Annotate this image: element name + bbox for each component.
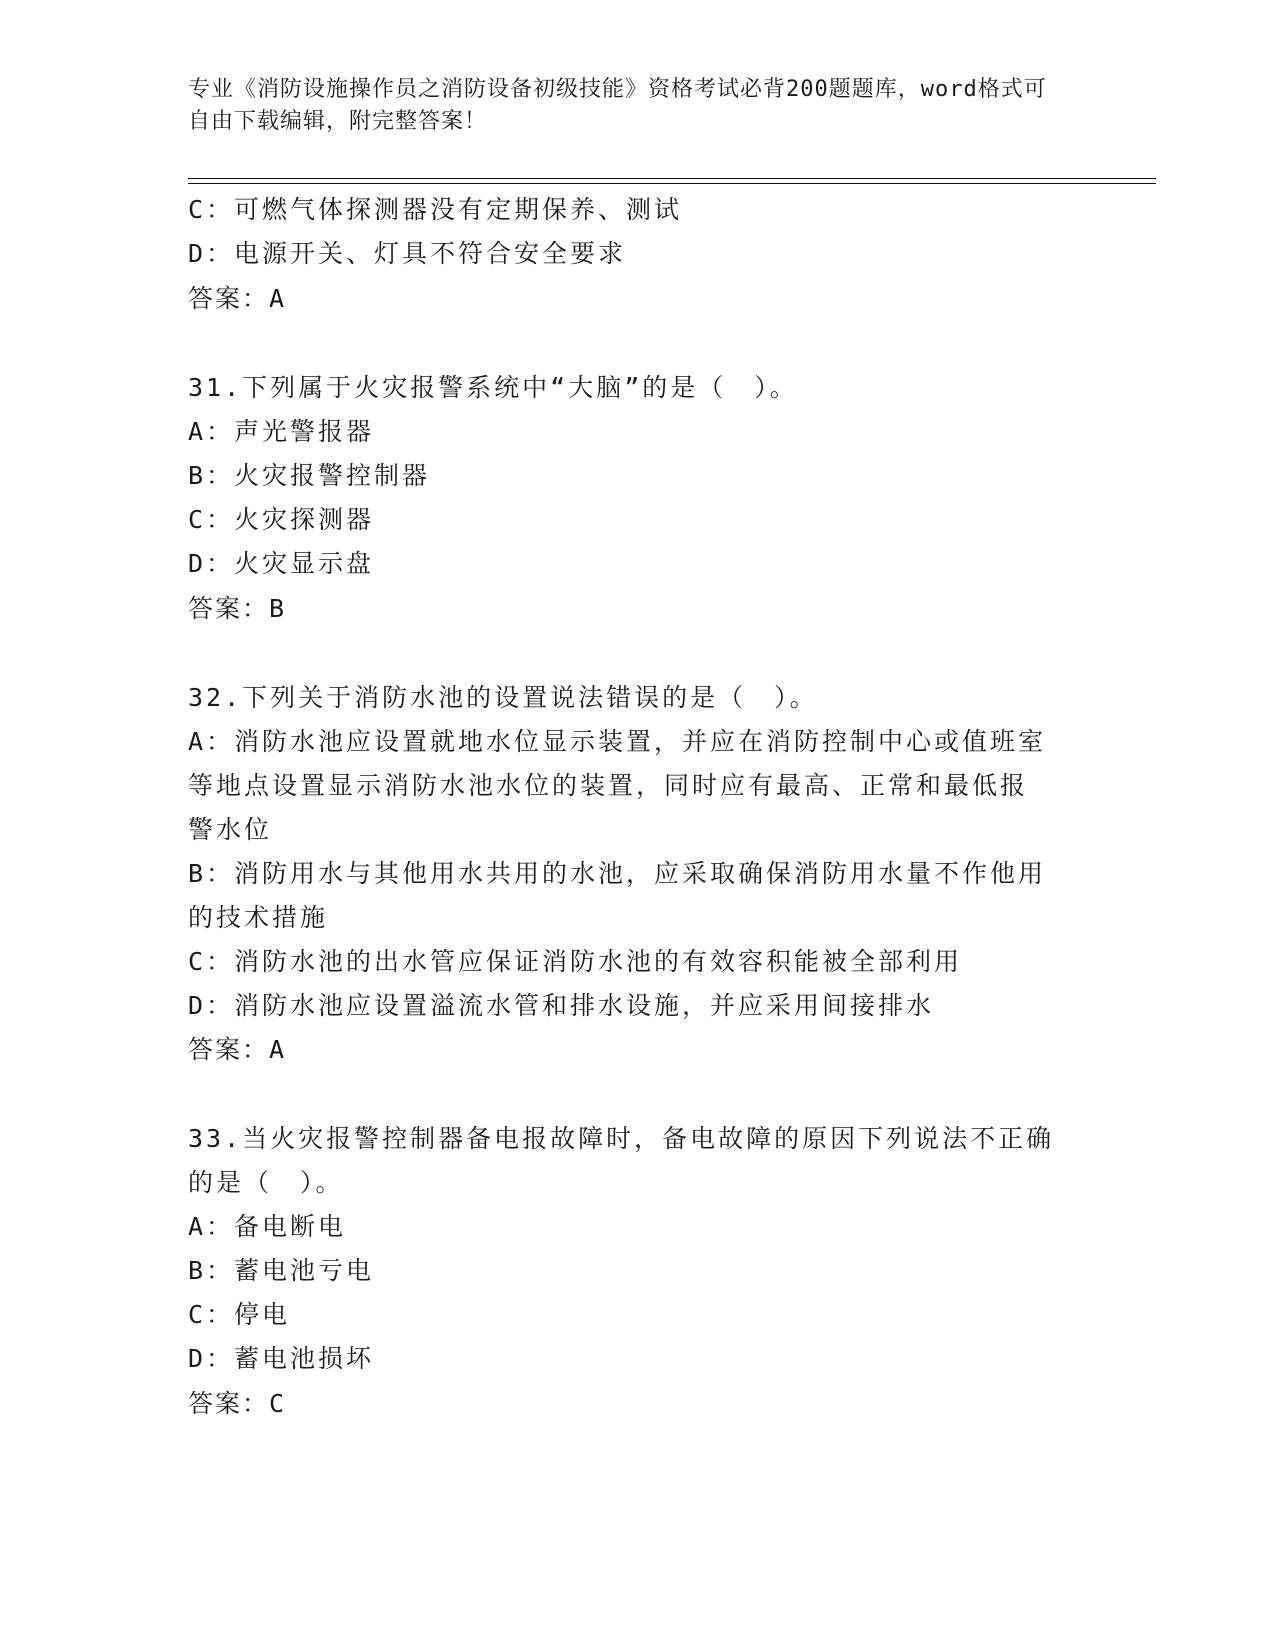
document-header: 专业《消防设施操作员之消防设备初级技能》资格考试必背200题题库，word格式可自由下载编辑，附完整答案！ bbox=[188, 77, 1047, 134]
q31-option-c: C：火灾探测器 bbox=[188, 505, 375, 534]
q32-option-a-line3: 警水位 bbox=[188, 815, 273, 844]
header-divider-bottom bbox=[188, 183, 1156, 184]
q33-option-b: B：蓄电池亏电 bbox=[188, 1256, 375, 1285]
q31-answer bbox=[188, 586, 287, 632]
answer-label: 答案： bbox=[188, 1389, 270, 1418]
q30-answer bbox=[188, 276, 287, 322]
q32-option-d: D：消防水池应设置溢流水管和排水设施，并应采用间接排水 bbox=[188, 991, 935, 1020]
q33-stem-line2: 的是（ ）。 bbox=[188, 1168, 344, 1197]
q33-option-a: A：备电断电 bbox=[188, 1212, 347, 1241]
q30-option-d: D：电源开关、灯具不符合安全要求 bbox=[188, 239, 627, 268]
answer-label: 答案： bbox=[188, 284, 270, 313]
answer-value: C bbox=[269, 1389, 288, 1418]
q32-stem: 32.下列关于消防水池的设置说法错误的是（ ）。 bbox=[188, 683, 818, 712]
q31-stem: 31.下列属于火灾报警系统中“大脑”的是（ ）。 bbox=[188, 373, 798, 402]
answer-label: 答案： bbox=[188, 594, 270, 623]
q32-option-a-line1: A：消防水池应设置就地水位显示装置，并应在消防控制中心或值班室 bbox=[188, 727, 1047, 756]
q31-option-d: D：火灾显示盘 bbox=[188, 549, 375, 578]
q33-stem-line1: 33.当火灾报警控制器备电报故障时，备电故障的原因下列说法不正确 bbox=[188, 1124, 1055, 1153]
q32-option-b-line1: B：消防用水与其他用水共用的水池，应采取确保消防用水量不作他用 bbox=[188, 859, 1047, 888]
q32-answer bbox=[188, 1027, 287, 1073]
answer-label: 答案： bbox=[188, 1035, 270, 1064]
q31-option-a: A：声光警报器 bbox=[188, 417, 375, 446]
q33-option-d: D：蓄电池损坏 bbox=[188, 1344, 375, 1373]
q33-answer bbox=[188, 1381, 287, 1427]
answer-value: A bbox=[269, 284, 288, 313]
q32-option-a-line2: 等地点设置显示消防水池水位的装置，同时应有最高、正常和最低报 bbox=[188, 771, 1029, 800]
header-divider-top bbox=[188, 178, 1156, 179]
answer-value: B bbox=[269, 594, 288, 623]
q32-option-b-line2: 的技术措施 bbox=[188, 903, 329, 932]
q33-option-c: C：停电 bbox=[188, 1300, 291, 1329]
answer-value: A bbox=[269, 1035, 288, 1064]
q32-option-c: C：消防水池的出水管应保证消防水池的有效容积能被全部利用 bbox=[188, 947, 963, 976]
q31-option-b: B：火灾报警控制器 bbox=[188, 461, 431, 490]
q30-option-c: C：可燃气体探测器没有定期保养、测试 bbox=[188, 195, 683, 224]
